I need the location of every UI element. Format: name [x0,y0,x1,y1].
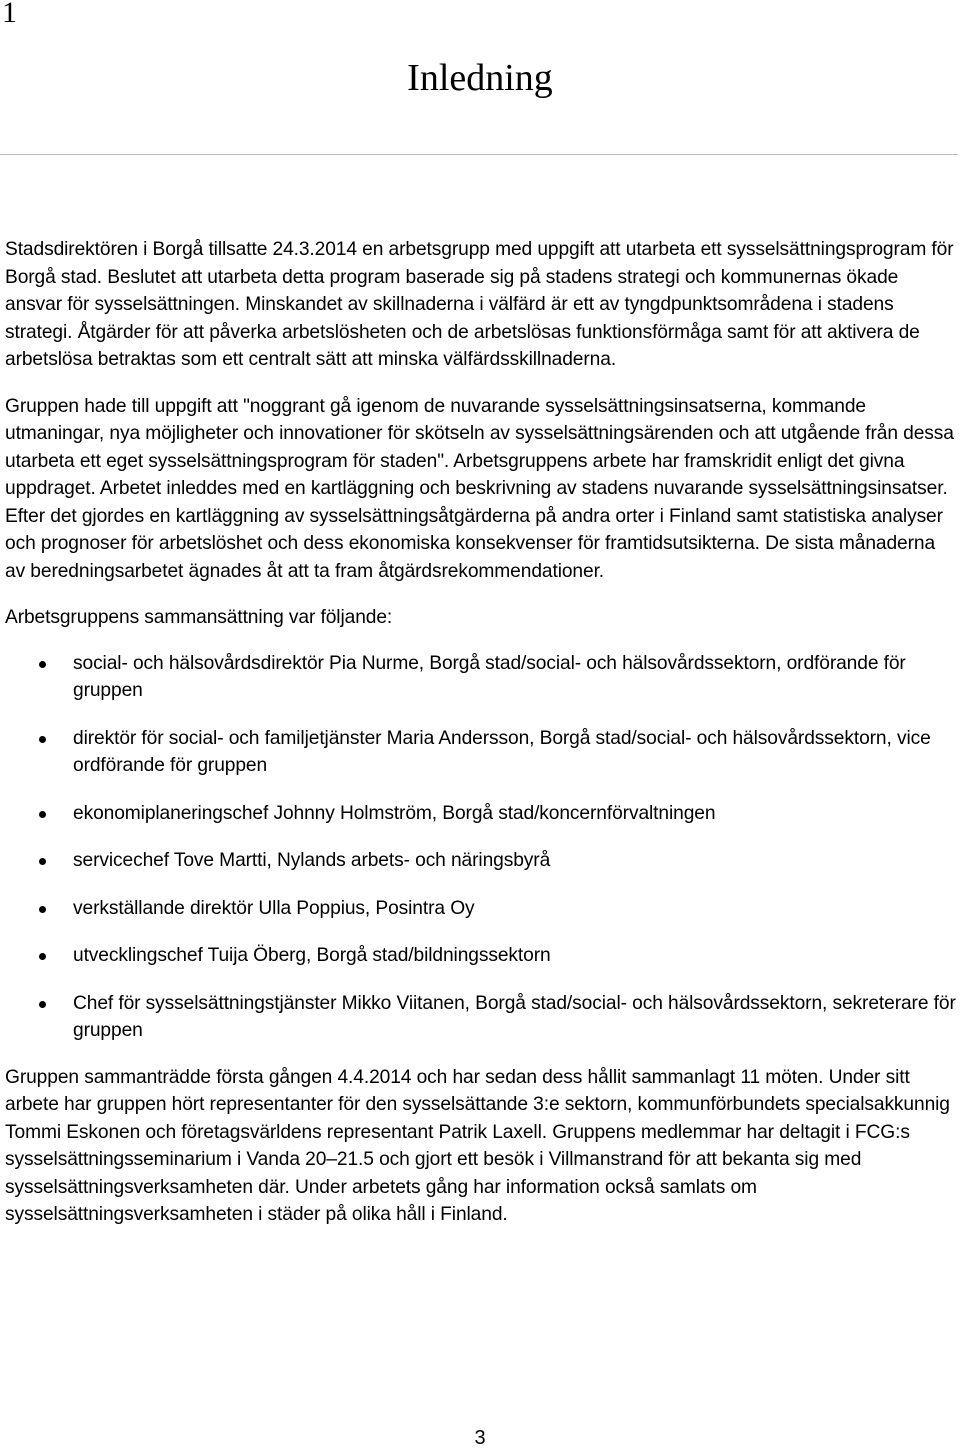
body-text [5,236,957,1248]
member-text: utvecklingschef Tuija Öberg, Borgå stad/bildningssektorn [73,945,551,966]
list-item [5,895,957,923]
list-item [5,800,957,828]
member-list [5,650,957,1045]
member-text: servicechef Tove Martti, Nylands arbets- och näringsbyrå [73,850,551,871]
list-item [5,847,957,875]
member-text: Chef för sysselsättningstjänster Mikko Viitanen, Borgå stad/social- och hälsovårdssektorn, sekreterare för gruppen [73,992,956,1041]
member-text: social- och hälsovårdsdirektör Pia Nurme, Borgå stad/social- och hälsovårdssektorn, ordförande för gruppen [73,652,906,701]
bullet-icon [39,661,46,668]
bullet-icon [39,858,46,865]
bullet-icon [39,953,46,960]
paragraph-background: Stadsdirektören i Borgå tillsatte 24.3.2014 en arbetsgrupp med uppgift att utarbeta ett sysselsättningsprogram för Borgå stad. Beslutet att utarbeta detta program baserade sig på stadens strategi och kommunernas ökade ansvar för sysselsättningen. Minskandet av skillnaderna i välfärd är ett av tyngdpunktsområdena i stadens strategi. Åtgärder för att påverka arbetslösheten och de arbetslösas funktionsförmåga samt för att aktivera de arbetslösa betraktas som ett centralt sätt att minska välfärdsskillnaderna. [5,239,954,370]
member-text: verkställande direktör Ulla Poppius, Posintra Oy [73,897,475,919]
bullet-icon [39,1001,46,1008]
member-text: direktör för social- och familjetjänster Maria Andersson, Borgå stad/social- och hälsovårdssektorn, vice ordförande för gruppen [73,727,931,776]
paragraph-meetings: Gruppen sammanträdde första gången 4.4.2014 och har sedan dess hållit sammanlagt 11 möten. Under sitt arbete har gruppen hört representanter för den sysselsättande 3:e sektorn, kommunförbundets specialsakkunnig Tommi Eskonen och företagsvärldens representant Patrik Laxell. Gruppens medlemmar har deltagit i FCG:s sysselsättningsseminarium i Vanda 20–21.5 och gjort ett besök i Villmanstrand för att bekanta sig med sysselsättningsverksamheten där. Under arbetets gång har information också samlats om sysselsättningsverksamheten i städer på olika håll i Finland. [5,1066,950,1225]
list-item [5,725,957,780]
member-text: ekonomiplaneringschef Johnny Holmström, Borgå stad/koncernförvaltningen [73,802,716,824]
page-title: Inledning [407,57,553,99]
bullet-icon [39,906,46,913]
bullet-icon [39,736,46,743]
paragraph-assignment: Gruppen hade till uppgift att "noggrant gå igenom de nuvarande sysselsättningsinsatserna, kommande utmaningar, nya möjligheter och innovationer för skötseln av sysselsättningsärenden och att utgående från dessa utarbeta ett eget sysselsättningsprogram för staden". Arbetsgruppens arbete har framskridit enligt det givna uppdraget. Arbetet inleddes med en kartläggning och beskrivning av stadens nuvarande sysselsättningsinsatser. Efter det gjordes en kartläggning av sysselsättningsåtgärderna på andra orter i Finland samt statistiska analyser och prognoser för arbetslöshet och dess ekonomiska konsekvenser för framtidsutsikterna. De sista månaderna av beredningsarbetet ägnades åt att ta fram åtgärdsrekommendationer. [5,395,954,582]
paragraph-members-intro: Arbetsgruppens sammansättning var följande: [5,607,393,628]
heading-divider [0,154,958,155]
chapter-number: 1 [2,0,17,29]
list-item [5,650,957,705]
page-number: 3 [474,1427,486,1449]
list-item [5,990,957,1045]
list-item [5,942,957,970]
bullet-icon [39,811,46,818]
